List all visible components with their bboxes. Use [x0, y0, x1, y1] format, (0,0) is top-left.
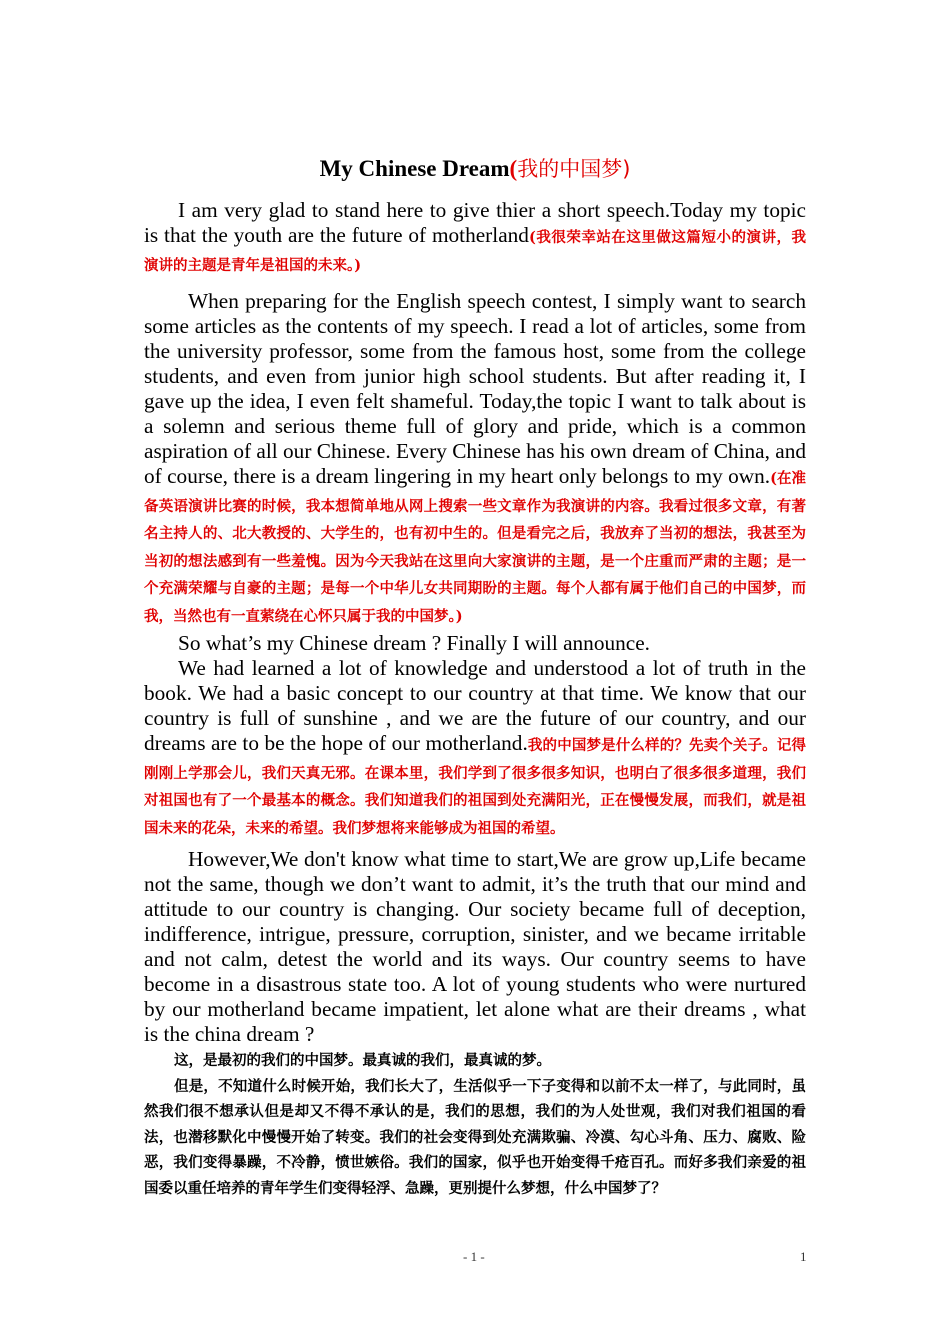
paragraph-1	[144, 198, 806, 278]
document-title	[0, 153, 950, 183]
paragraph-3-english: So what’s my Chinese dream ? Finally I will announce.	[178, 631, 650, 655]
paragraph-1-chinese: (我很荣幸站在这里做这篇短小的演讲，我演讲的主题是青年是祖国的未来。)	[144, 229, 807, 274]
document-body	[144, 198, 806, 1201]
paragraph-5	[144, 847, 806, 1047]
paragraph-1-english: I am very glad to stand here to give thier a short speech.Today my topic is that the youth are the future of motherland	[144, 198, 806, 247]
paragraph-6-chinese: 这，是最初的我们的中国梦。最真诚的我们，最真诚的梦。	[174, 1052, 551, 1069]
paragraph-2-chinese: (在准备英语演讲比赛的时候，我本想简单地从网上搜索一些文章作为我演讲的内容。我看过很多文章，有著名主持人的、北大教授的、大学生的，也有初中生的。但是看完之后，我放弃了当初的想法，我甚至为当初的想法感到有一些羞愧。因为今天我站在这里向大家演讲的主题，是一个庄重而严肃的主题；是一个充满荣耀与自豪的主题；是每一个中华儿女共同期盼的主题。每个人都有属于他们自己的中国梦，而我，当然也有一直萦绕在心怀只属于我的中国梦。)	[144, 470, 806, 625]
paragraph-4	[144, 656, 806, 841]
paragraph-3	[144, 631, 806, 656]
title-close-paren: )	[622, 157, 631, 181]
page-number-center: - 1 -	[463, 1249, 485, 1264]
paragraph-4-chinese: 我的中国梦是什么样的？先卖个关子。记得刚刚上学那会儿，我们天真无邪。在课本里，我们学到了很多很多知识，也明白了很多很多道理，我们对祖国也有了一个最基本的概念。我们知道我们的祖国到处充满阳光，正在慢慢发展，而我们，就是祖国未来的花朵，未来的希望。我们梦想将来能够成为祖国的希望。	[144, 737, 806, 837]
paragraph-2-english: When preparing for the English speech contest, I simply want to search some articles as the contents of my speech. I read a lot of articles, some from the university professor, some from the famous host, some from the college students, and even from junior high school students. But after reading it, I gave up the idea, I even felt shameful. Today,the topic I want to talk about is a solemn and serious theme full of glory and pride, which is a common aspiration of all our Chinese. Every Chinese has his own dream of China, and of course, there is a dream lingering in my heart only belongs to my own.	[144, 289, 806, 488]
page-number-right: 1	[800, 1249, 807, 1264]
paragraph-4-english: We had learned a lot of knowledge and understood a lot of truth in the book. We had a basic concept to our country at that time. We know that our country is full of sunshine , and we are the future of our country, and our dreams are to be the hope of our motherland.	[144, 656, 806, 755]
title-english: My Chinese Dream	[319, 156, 510, 181]
title-chinese: 我的中国梦	[517, 157, 623, 181]
paragraph-7-chinese: 但是，不知道什么时候开始，我们长大了，生活似乎一下子变得和以前不太一样了，与此同时，虽然我们很不想承认但是却又不得不承认的是，我们的思想，我们的为人处世观，我们对我们祖国的看法，也潜移默化中慢慢开始了转变。我们的社会变得到处充满欺骗、冷漠、勾心斗角、压力、腐败、险恶，我们变得暴躁，不冷静，愤世嫉俗。我们的国家，似乎也开始变得千疮百孔。而好多我们亲爱的祖国委以重任培养的青年学生们变得轻浮、急躁，更别提什么梦想，什么中国梦了？	[144, 1077, 806, 1197]
paragraph-6	[144, 1048, 806, 1074]
title-open-paren: (	[509, 156, 518, 181]
paragraph-2	[144, 289, 806, 629]
paragraph-5-english: However,We don't know what time to start,We are grow up,Life became not the same, though we don’t want to admit, it’s the truth that our mind and attitude to our country is changing. Our society became full of deception, indifference, intrigue, pressure, corruption, sinister, and we became irritable and not calm, detest the world and its ways. Our country seems to have become in a disastrous state too. A lot of young students who were nurtured by our motherland became impatient, let alone what are their dreams , what is the china dream ?	[144, 847, 806, 1046]
paragraph-7	[144, 1074, 806, 1202]
